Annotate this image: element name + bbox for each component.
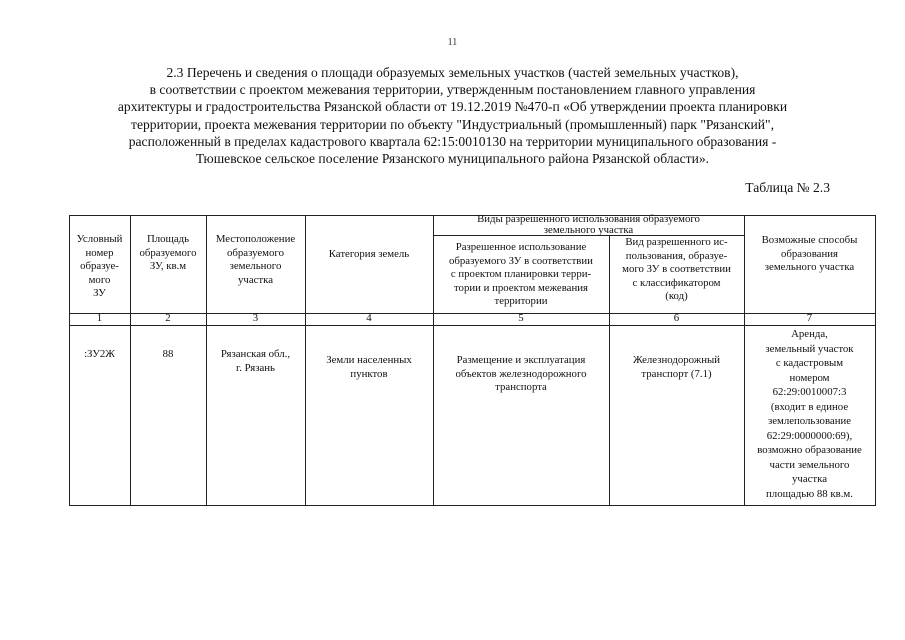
section-heading [70, 64, 835, 167]
heading-line: в соответствии с проектом межевания территории, утвержденным постановлением главного управления [149, 82, 756, 98]
header-permitted-use: Разрешенное использование образуемого ЗУ в соответствии с проектом планировки терри- тории и проектом межевания территории [449, 241, 593, 308]
cell-formation-methods: Аренда, земельный участок с кадастровым номером 62:29:0010007:3 (входит в единое землепользование 62:29:0000000:69), возможно образование части земельного участка площадью 88 кв.м. [757, 328, 862, 500]
table-border-bottom [69, 505, 876, 506]
column-number: 7 [806, 312, 813, 324]
header-classifier-use: Вид разрешенного ис- пользования, образуе- мого ЗУ в соответствии с классификатором (код) [622, 236, 731, 303]
heading-line: архитектуры и градостроительства Рязанской области от 19.12.2019 №470-п «Об утверждении проекта планировки [117, 99, 788, 115]
column-number: 5 [518, 312, 524, 324]
column-number: 4 [366, 312, 372, 324]
header-formation-methods: Возможные способы образования земельного участка [761, 234, 858, 274]
cell-location: Рязанская обл., г. Рязань [220, 348, 291, 374]
cell-area: 88 [162, 348, 174, 360]
cell-plot-number: :ЗУ2Ж [84, 348, 115, 360]
header-plot-number: Условный номер образуе- мого ЗУ [76, 233, 123, 300]
heading-line: территории, проекта межевания территории по объекту "Индустриальный (промышленный) парк "Рязанский", [131, 116, 774, 132]
header-location: Местоположение образуемого земельного участка [215, 233, 296, 286]
header-area: Площадь образуемого ЗУ, кв.м [139, 233, 197, 273]
heading-line: 2.3 Перечень и сведения о площади образуемых земельных участков (частей земельных участков), [166, 65, 739, 80]
column-number: 3 [252, 312, 259, 324]
cell-classifier-use: Железнодорожный транспорт (7.1) [632, 354, 721, 380]
numbers-divider [69, 325, 876, 326]
header-land-category: Категория земель [328, 248, 410, 260]
page-number: 11 [447, 37, 458, 48]
column-number: 1 [96, 312, 103, 324]
table-label: Таблица № 2.3 [745, 180, 830, 195]
table-border-right [875, 215, 876, 506]
cell-land-category: Земли населенных пунктов [326, 354, 412, 380]
heading-line: расположенный в пределах кадастрового квартала 62:15:0010130 на территории муниципального образования - [128, 133, 777, 149]
column-number: 2 [165, 312, 171, 324]
cell-permitted-use: Размещение и эксплуатация объектов железнодорожного транспорта [455, 354, 587, 394]
header-permitted-use-group: Виды разрешенного использования образуемого земельного участка [477, 213, 700, 236]
column-number: 6 [673, 312, 680, 324]
heading-line: Тюшевское сельское поселение Рязанского муниципального района Рязанской области». [195, 151, 710, 167]
